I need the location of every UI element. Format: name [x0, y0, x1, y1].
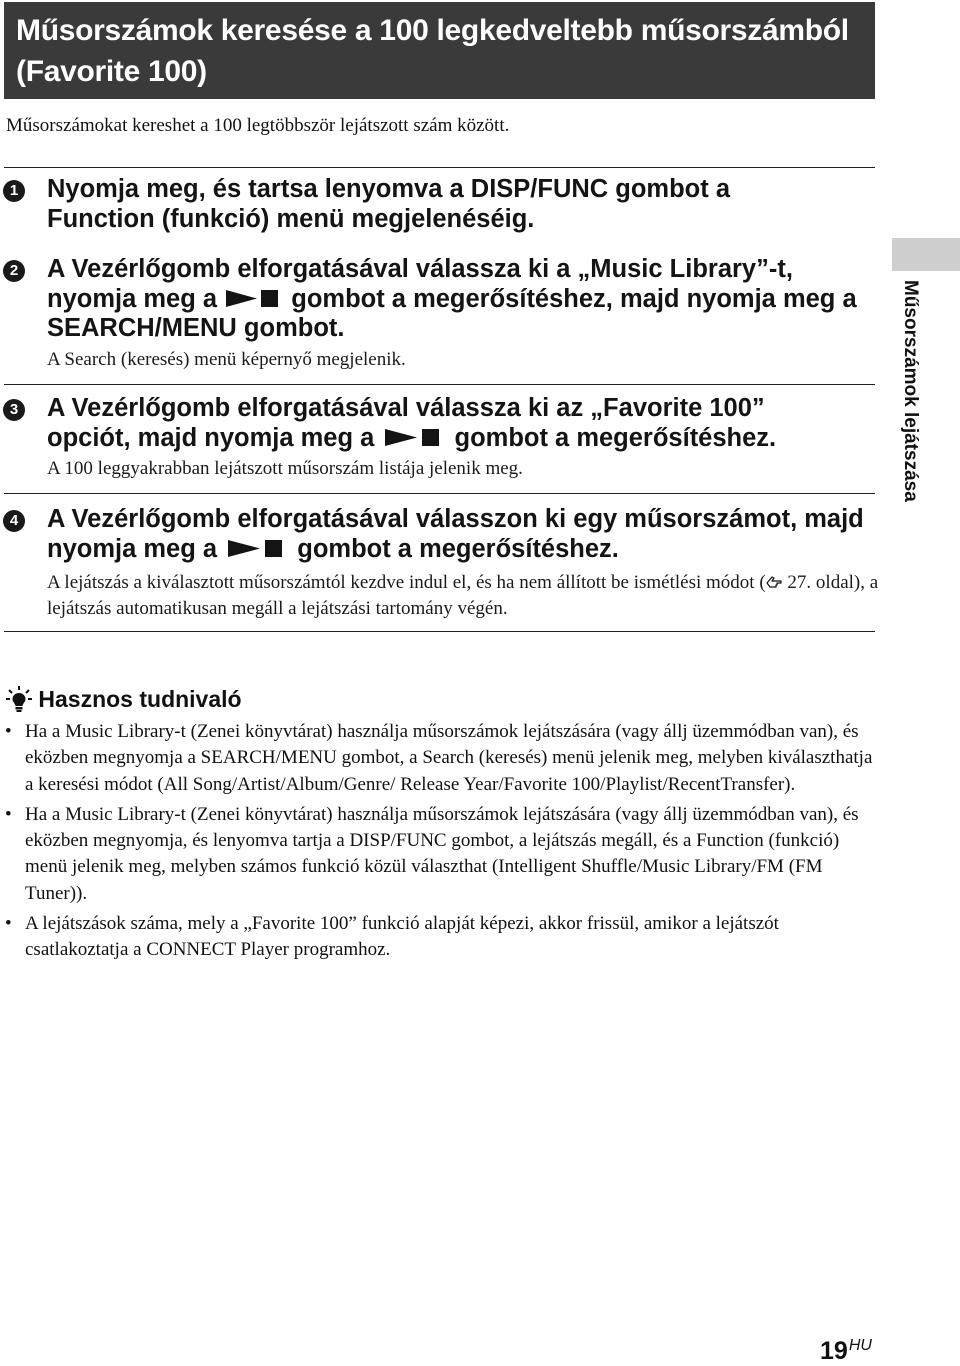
step-3	[0, 394, 880, 482]
step-text: Nyomja meg, és tartsa lenyomva a DISP/FUNC gombot a Function (funkció) menü megjelenéséig.	[47, 175, 731, 233]
tip-heading	[6, 682, 242, 712]
step-number-badge: 2	[3, 260, 25, 282]
step-instruction	[47, 505, 867, 564]
tip-list	[0, 719, 880, 968]
step-text: gombot a megerősítéshez.	[447, 423, 777, 452]
section-side-label: Műsorszámok lejátszása	[900, 280, 921, 502]
play-pause-icon	[224, 288, 284, 309]
intro-text: Műsorszámokat kereshet a 100 legtöbbször lejátszott szám között.	[6, 115, 510, 136]
page-language-code: HU	[848, 1337, 872, 1354]
step-note: A Search (keresés) menü képernyő megjelenik.	[47, 348, 406, 370]
list-item	[0, 911, 830, 964]
step-note-text: A lejátszás a kiválasztott műsorszámtól kezdve indul el, és ha nem állított be ismétlési módot (	[47, 572, 766, 593]
lightbulb-icon	[6, 685, 32, 713]
step-instruction	[47, 175, 787, 234]
tip-title: Hasznos tudnivaló	[38, 685, 242, 712]
step-number-badge: 1	[3, 180, 25, 202]
step-note	[47, 570, 880, 622]
step-note-text: 27. oldal), a lejátszás automatikusan megáll a lejátszási tartomány végén.	[47, 572, 879, 619]
step-text: gombot a megerősítéshez, majd nyomja meg a SEARCH/MENU gombot.	[47, 284, 857, 342]
tip-text: Ha a Music Library-t (Zenei könyvtárat) használja műsorszámok lejátszására (vagy állj üzemmódban van), és eközben megnyomja, és lenyomva tartja a DISP/FUNC gombot, a lejátszás megáll, és a Function (funkció) menü jelenik meg, melyben számos funkció közül választhat (Intelligent Shuffle/Music Library/FM (FM Tuner)).	[25, 803, 859, 904]
divider	[4, 493, 875, 494]
list-item	[0, 802, 880, 907]
step-note: A 100 leggyakrabban lejátszott műsorszám listája jelenik meg.	[47, 458, 523, 479]
step-number-badge: 4	[3, 510, 25, 532]
bullet: •	[5, 721, 12, 742]
step-text: A Vezérlőgomb elforgatásával válassza ki a „Music Library”-t, nyomja meg a	[47, 255, 793, 313]
step-1	[0, 175, 880, 234]
step-4	[0, 505, 880, 622]
step-2	[0, 255, 880, 373]
section-side-tab	[892, 238, 960, 271]
page-number-value: 19	[820, 1337, 848, 1365]
step-instruction	[47, 255, 880, 344]
pointing-hand-icon	[766, 574, 783, 590]
step-text: A Vezérlőgomb elforgatásával válasszon ki egy műsorszámot, majd nyomja meg a	[47, 505, 864, 563]
divider	[4, 384, 875, 385]
play-pause-icon	[224, 538, 290, 559]
divider	[4, 631, 875, 632]
tip-text: Ha a Music Library-t (Zenei könyvtárat) használja műsorszámok lejátszására (vagy állj üzemmódban van), és eközben megnyomja a SEARCH/MENU gombot, a Search (keresés) menü jelenik meg, melyben kiválaszthatja a keresési módot (All Song/Artist/Album/Genre/ Release Year/Favorite 100/Playlist/RecentTransfer).	[25, 721, 873, 795]
divider	[4, 167, 875, 168]
step-text: gombot a megerősítéshez.	[290, 534, 619, 563]
step-instruction	[47, 394, 837, 453]
step-text: A Vezérlőgomb elforgatásával válassza ki az „Favorite 100” opciót, majd nyomja meg a	[47, 394, 765, 452]
step-number-badge: 3	[3, 399, 25, 421]
page-number	[820, 1331, 872, 1366]
page-title: Műsorszámok keresése a 100 legkedveltebb műsorszámból (Favorite 100)	[16, 14, 849, 88]
list-item	[0, 719, 880, 798]
bullet: •	[5, 803, 12, 825]
page-title-banner	[4, 2, 875, 99]
play-pause-icon	[381, 427, 447, 448]
bullet: •	[5, 913, 12, 935]
tip-text: A lejátszások száma, mely a „Favorite 100” funkció alapját képezi, akkor frissül, amikor a lejátszót csatlakoztatja a CONNECT Player programhoz.	[25, 913, 779, 961]
